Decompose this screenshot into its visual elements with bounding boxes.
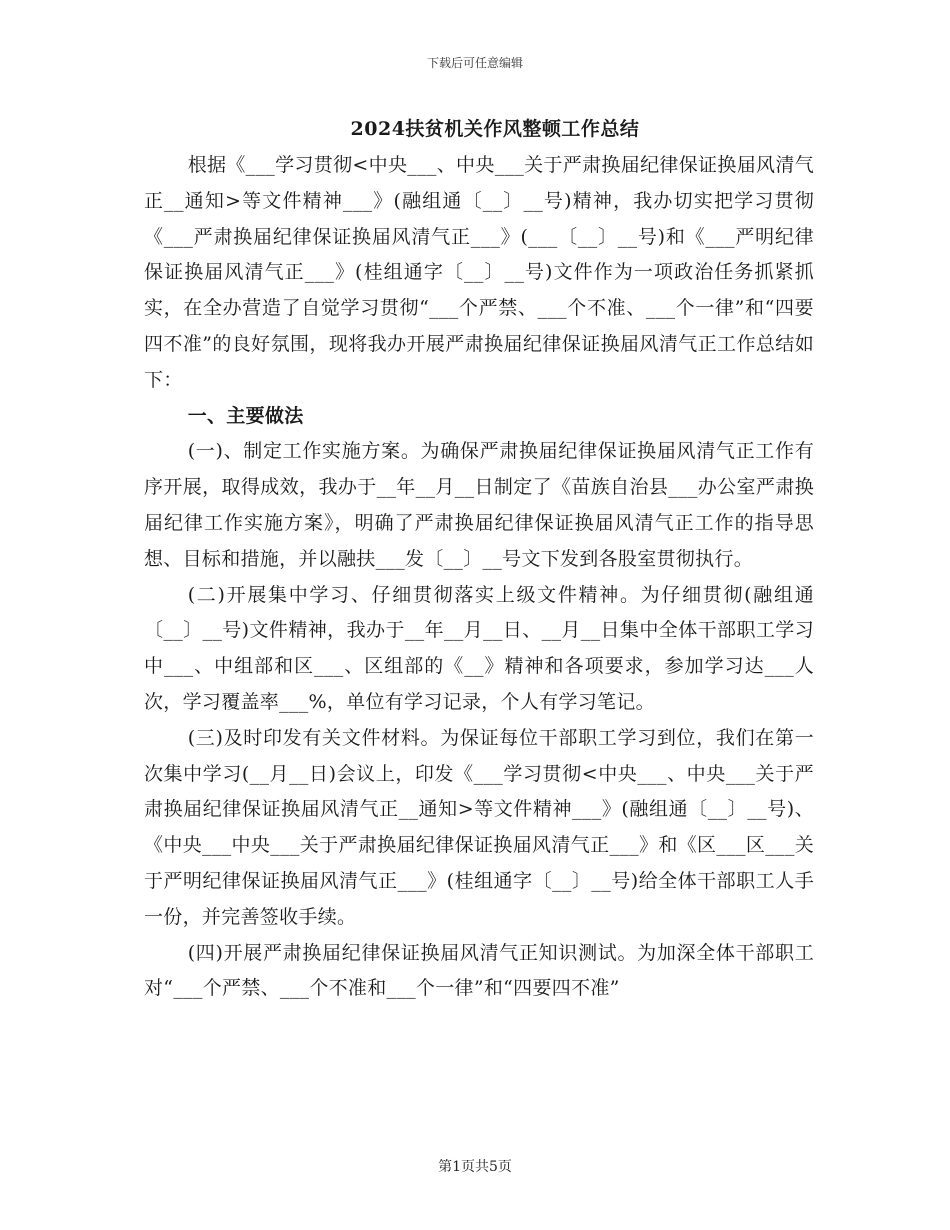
paragraph-item-1: (一)、制定工作实施方案。为确保严肃换届纪律保证换届风清气正工作有序开展，取得成效，我办于__年__月__日制定了《苗族自治县___办公室严肃换届纪律工作实施方案》，明确了严肃换届纪律保证换届风清气正工作的指导思想、目标和措施，并以融扶___发〔__〕__号文下发到各股室贯彻执行。 (144, 440, 814, 570)
paragraph-item-4: (四)开展严肃换届纪律保证换届风清气正知识测试。为加深全体干部职工对“___个严禁、___个不准和___个一律”和“四要四不准” (144, 941, 814, 1000)
intro-paragraph: 根据《___学习贯彻<中央___、中央___关于严肃换届纪律保证换届风清气正__通知>等文件精神___》(融组通〔__〕__号)精神，我办切实把学习贯彻《___严肃换届纪律保证换届风清气正___》(___〔__〕__号)和《___严明纪律保证换届风清气正___》(桂组通字〔__〕__号)文件作为一项政治任务抓紧抓实，在全办营造了自觉学习贯彻“___个严禁、___个不准、___个一律”和“四要四不准”的良好氛围，现将我办开展严肃换届纪律保证换届风清气正工作总结如下： (144, 154, 814, 391)
document-body (144, 148, 814, 1007)
paragraph-item-2: (二)开展集中学习、仔细贯彻落实上级文件精神。为仔细贯彻(融组通〔__〕__号)文件精神，我办于__年__月__日、__月__日集中全体干部职工学习中___、中组部和区___、区组部的《__》精神和各项要求，参加学习达___人次，学习覆盖率___%，单位有学习记录，个人有学习笔记。 (144, 583, 814, 713)
section-heading-main-practices: 一、主要做法 (187, 404, 304, 427)
paragraph-item-3: (三)及时印发有关文件材料。为保证每位干部职工学习到位，我们在第一次集中学习(__月__日)会议上，印发《___学习贯彻<中央___、中央___关于严肃换届纪律保证换届风清气正__通知>等文件精神___》(融组通〔__〕__号)、《中央___中央___关于严肃换届纪律保证换届风清气正___》和《区___区___关于严明纪律保证换届风清气正___》(桂组通字〔__〕__号)给全体干部职工人手一份，并完善签收手续。 (144, 726, 814, 928)
header-note: 下载后可任意编辑 (426, 56, 523, 70)
document-title: 2024扶贫机关作风整顿工作总结 (350, 118, 640, 140)
page-number-footer: 第1页共5页 (438, 1159, 512, 1175)
